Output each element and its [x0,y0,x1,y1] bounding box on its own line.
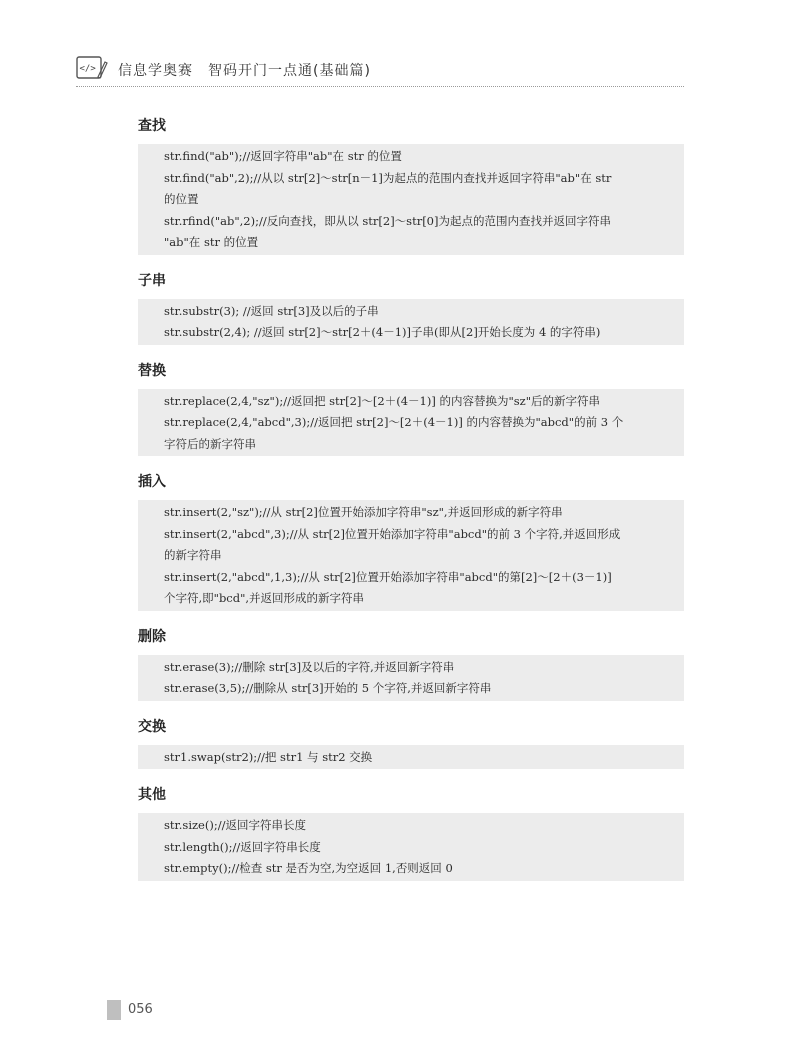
code-line: "ab"在 str 的位置 [164,235,259,249]
code-line: 个字符,即"bcd",并返回形成的新字符串 [164,591,365,605]
code-line: str.erase(3,5);//删除从 str[3]开始的 5 个字符,并返回新字符串 [164,681,492,695]
section-title: 其他 [138,787,166,803]
code-block [138,745,684,770]
code-block [138,655,684,701]
code-block [138,389,684,457]
section-title: 交换 [138,718,166,735]
code-line: 字符后的新字符串 [164,436,256,451]
svg-text:</>: </> [79,64,96,74]
code-line: str.substr(3); //返回 str[3]及以后的子串 [164,303,379,318]
code-line: str.size();//返回字符串长度 [164,818,306,832]
book-title: 信息学奥赛 智码开门一点通(基础篇) [118,63,371,79]
code-line: str.insert(2,"abcd",1,3);//从 str[2]位置开始添加字符串"abcd"的第[2]～[2＋(3－1)] [164,569,612,584]
code-line: str.empty();//检查 str 是否为空,为空返回 1,否则返回 0 [164,861,453,875]
code-line: str1.swap(str2);//把 str1 与 str2 交换 [164,749,373,764]
code-pencil-icon [76,56,108,80]
code-block [138,500,684,611]
code-line: 的新字符串 [164,548,222,562]
code-line: str.find("ab",2);//从以 str[2]～str[n－1]为起点的范围内查找并返回字符串"ab"在 str [164,170,612,185]
code-line: str.length();//返回字符串长度 [164,839,321,854]
code-block [138,299,684,345]
code-line: str.rfind("ab",2);//反向查找，即从以 str[2]～str[0]为起点的范围内查找并返回字符串 [164,213,611,228]
code-line: str.substr(2,4); //返回 str[2]～str[2＋(4－1)]子串(即从[2]开始长度为 4 的字符串) [164,325,601,339]
section-title: 查找 [138,118,166,134]
code-block [138,813,684,881]
code-line: str.find("ab");//返回字符串"ab"在 str 的位置 [164,149,402,163]
section-title: 子串 [138,272,166,289]
section-title: 删除 [138,628,166,645]
page-header [76,46,684,87]
page-number: 056 [128,1002,153,1017]
section-title: 替换 [138,362,166,379]
page-number-bar [107,1000,121,1020]
main-content [138,116,684,897]
section-title: 插入 [138,474,166,490]
code-line: str.insert(2,"abcd",3);//从 str[2]位置开始添加字符串"abcd"的前 3 个字符,并返回形成 [164,526,621,541]
code-line: str.insert(2,"sz");//从 str[2]位置开始添加字符串"sz",并返回形成的新字符串 [164,505,563,519]
code-line: str.replace(2,4,"abcd",3);//返回把 str[2]～[2＋(4－1)] 的内容替换为"abcd"的前 3 个 [164,415,624,429]
code-line: str.replace(2,4,"sz");//返回把 str[2]～[2＋(4－1)] 的内容替换为"sz"后的新字符串 [164,393,600,408]
code-line: 的位置 [164,192,199,206]
code-line: str.erase(3);//删除 str[3]及以后的字符,并返回新字符串 [164,659,455,674]
code-block [138,144,684,255]
